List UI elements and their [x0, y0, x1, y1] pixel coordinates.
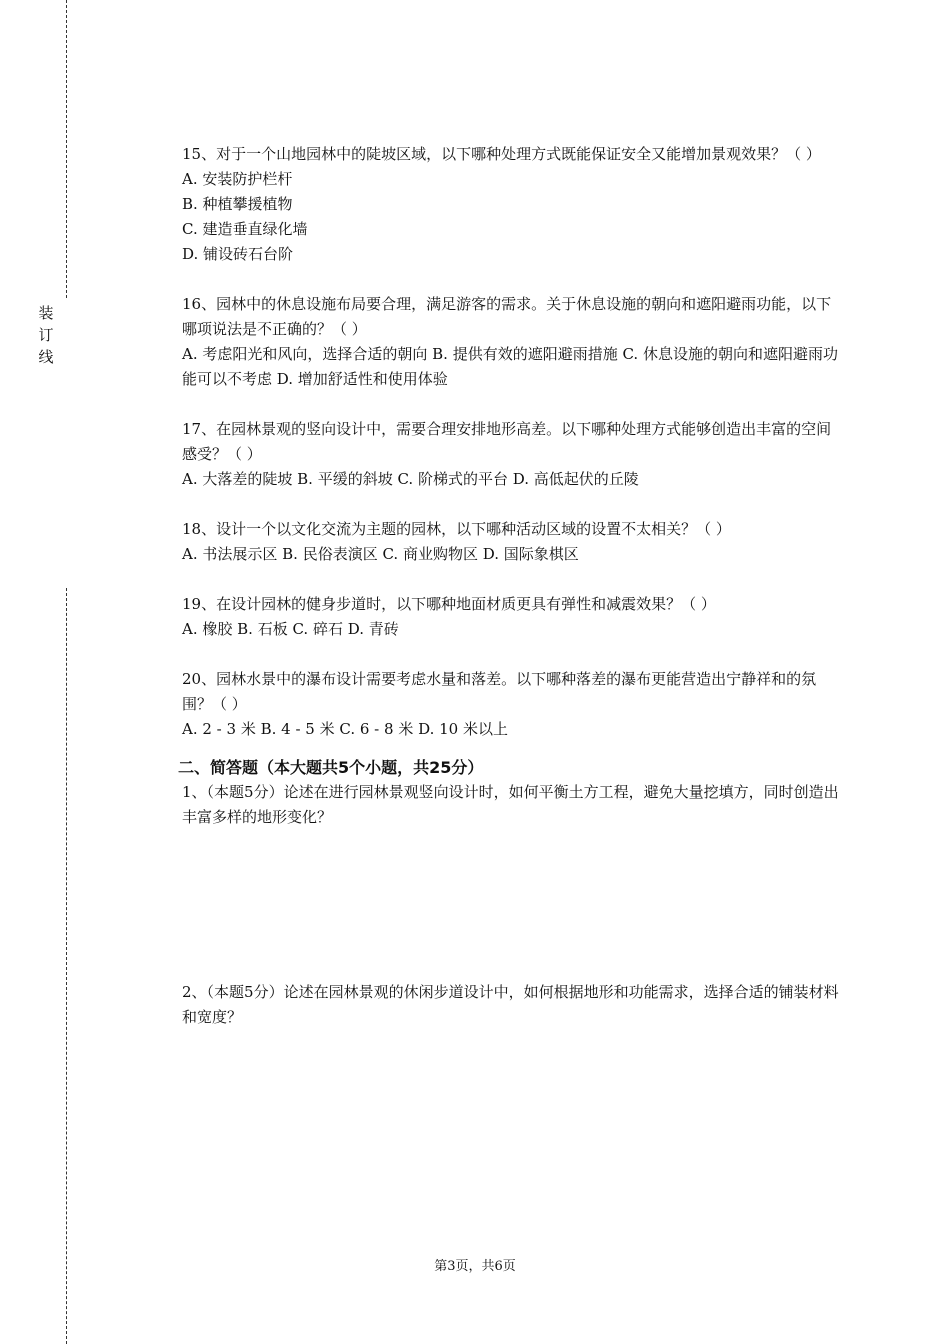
page-footer: 第3页，共6页 [434, 1259, 516, 1274]
question-stem: 15、对于一个山地园林中的陡坡区域，以下哪种处理方式既能保证安全又能增加景观效果？（ ） [182, 145, 821, 163]
binding-label [36, 302, 56, 368]
question-stem: 19、在设计园林的健身步道时，以下哪种地面材质更具有弹性和减震效果？（ ） [182, 595, 716, 613]
short-answer-question-1: 1、（本题5分）论述在进行园林景观竖向设计时，如何平衡土方工程，避免大量挖填方，同时创造出丰富多样的地形变化？ [182, 783, 839, 826]
question-options: A. 橡胶 B. 石板 C. 碎石 D. 青砖 [182, 620, 399, 638]
question-15 [182, 142, 842, 267]
question-stem: 20、园林水景中的瀑布设计需要考虑水量和落差。以下哪种落差的瀑布更能营造出宁静祥和的氛围？（ ） [182, 670, 817, 713]
question-stem: 17、在园林景观的竖向设计中，需要合理安排地形高差。以下哪种处理方式能够创造出丰富的空间感受？（ ） [182, 420, 832, 463]
binding-char: 订 [38, 326, 54, 344]
question-16 [182, 292, 842, 392]
question-20 [182, 667, 842, 742]
short-answer-question-2: 2、（本题5分）论述在园林景观的休闲步道设计中，如何根据地形和功能需求，选择合适的铺装材料和宽度？ [182, 983, 839, 1026]
answer-space [182, 830, 842, 980]
binding-char: 装 [38, 304, 54, 322]
question-options: A. 考虑阳光和风向，选择合适的朝向 B. 提供有效的遮阳避雨措施 C. 休息设施的朝向和遮阳避雨功能可以不考虑 D. 增加舒适性和使用体验 [182, 345, 838, 388]
question-options: A. 大落差的陡坡 B. 平缓的斜坡 C. 阶梯式的平台 D. 高低起伏的丘陵 [182, 470, 639, 488]
question-stem: 18、设计一个以文化交流为主题的园林，以下哪种活动区域的设置不太相关？（ ） [182, 520, 731, 538]
question-17 [182, 417, 842, 492]
section-title: 二、简答题（本大题共5个小题，共25分） [178, 758, 484, 777]
question-stem: 16、园林中的休息设施布局要合理，满足游客的需求。关于休息设施的朝向和遮阳避雨功能，以下哪项说法是不正确的？（ ） [182, 295, 832, 338]
binding-line-bottom [66, 588, 67, 1344]
option-a: A. 安装防护栏杆 [182, 170, 293, 188]
question-options: A. 书法展示区 B. 民俗表演区 C. 商业购物区 D. 国际象棋区 [182, 545, 579, 563]
binding-char: 线 [38, 348, 54, 366]
option-d: D. 铺设砖石台阶 [182, 245, 294, 263]
option-b: B. 种植攀援植物 [182, 195, 293, 213]
question-options: A. 2 - 3 米 B. 4 - 5 米 C. 6 - 8 米 D. 10 米以上 [182, 720, 508, 738]
question-18 [182, 517, 842, 567]
binding-line-top [66, 0, 67, 298]
option-c: C. 建造垂直绿化墙 [182, 220, 308, 238]
question-19 [182, 592, 842, 642]
page-content [178, 142, 842, 1030]
